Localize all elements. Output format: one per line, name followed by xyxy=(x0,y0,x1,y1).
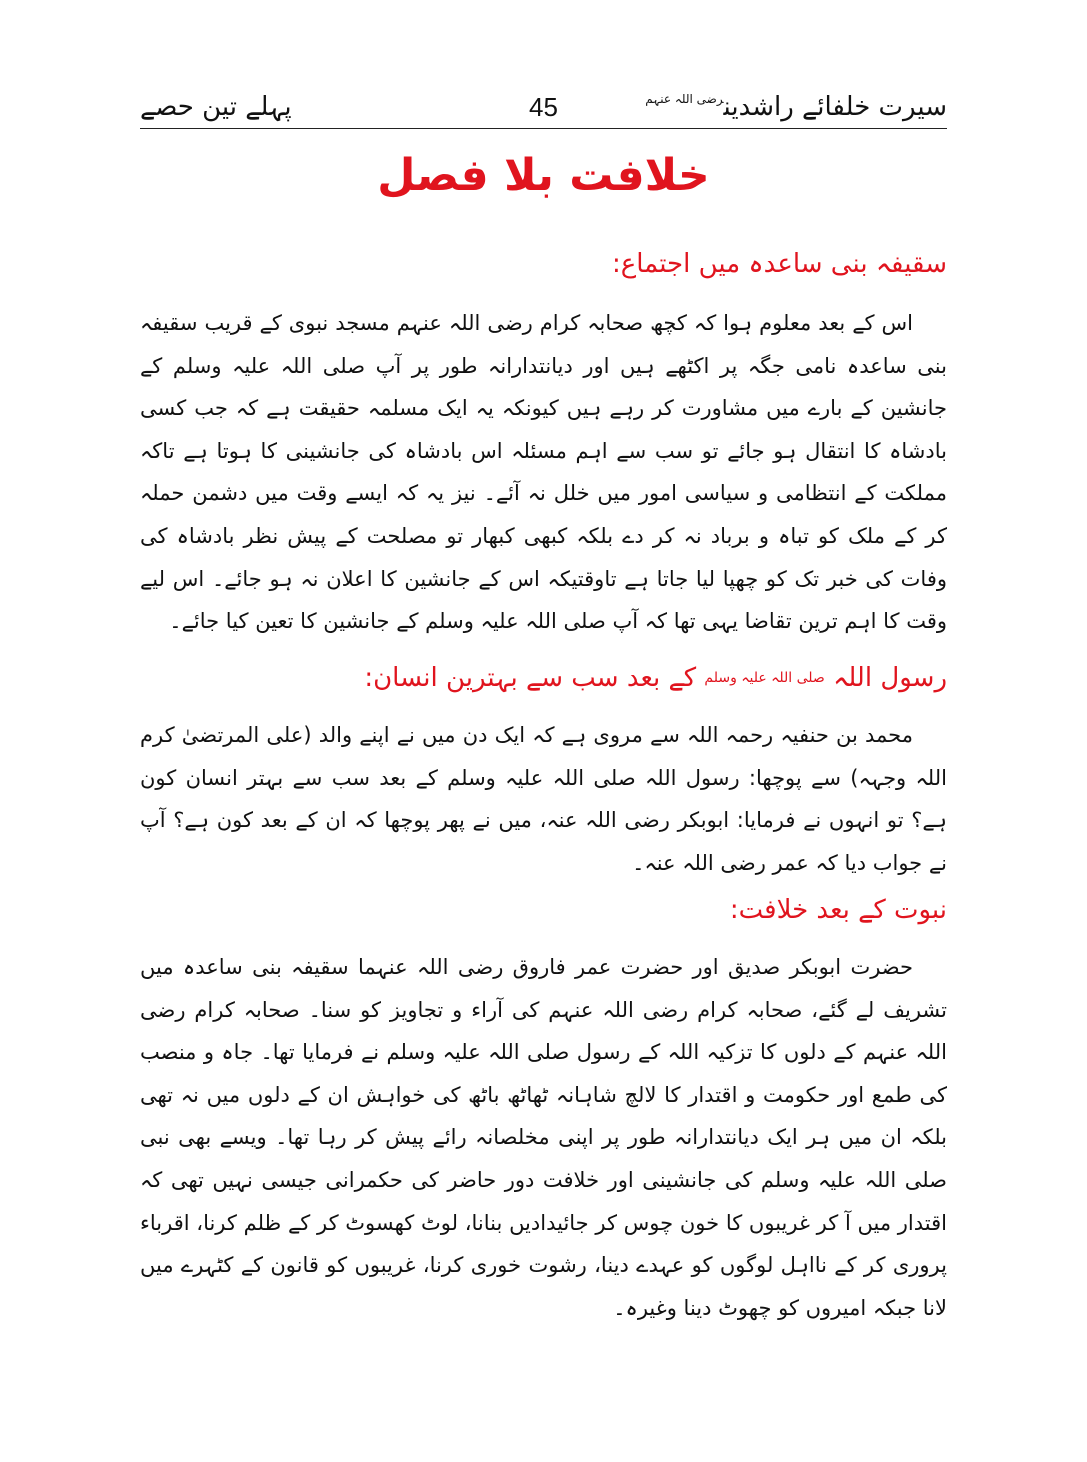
section-heading: نبوت کے بعد خلافت: xyxy=(729,895,947,925)
book-title: سیرت خلفائے راشدین$^{رضی اللہ عنہم}$ xyxy=(645,92,947,122)
page-number: 45 xyxy=(529,92,558,122)
paragraph: محمد بن حنفیہ رحمہ اللہ سے مروی ہے کہ ایک دن میں نے اپنے والد (علی المرتضیٰ کرم اللہ وجہہ) سے پوچھا: رسول اللہ صلی اللہ علیہ وسلم کے بعد سب سے بہتر انسان کون ہے؟ تو انہوں نے فرمایا: ابوبکر رضی اللہ عنہ، میں نے پھر پوچھا کہ ان کے بعد کون ہے؟ آپ نے جواب دیا کہ عمر رضی اللہ عنہ۔ xyxy=(140,723,947,875)
section-best-person xyxy=(140,658,947,698)
salutation-mark: صلی اللہ علیہ وسلم xyxy=(704,670,825,686)
section-khilafat xyxy=(140,890,947,930)
paragraph: حضرت ابوبکر صدیق اور حضرت عمر فاروق رضی اللہ عنہما سقیفہ بنی ساعدہ میں تشریف لے گئے، صحابہ کرام رضی اللہ عنہم کی آراء و تجاویز کو سنا۔ صحابہ کرام رضی اللہ عنہم کے دلوں کا تزکیہ اللہ کے رسول صلی اللہ علیہ وسلم نے فرمایا تھا۔ جاہ و منصب کی طمع اور حکومت و اقتدار کا لالچ شاہانہ ٹھاٹھ باٹھ کی خواہش ان کے دلوں میں نہ تھی بلکہ ان میں ہر ایک دیانتدارانہ طور پر اپنی مخلصانہ رائے پیش کر رہا تھا۔ ویسے بھی نبی صلی اللہ علیہ وسلم کی جانشینی اور خلافت دور حاضر کی حکمرانی جیسی نہیں تھی کہ اقتدار میں آ کر غریبوں کا خون چوس کر جائیدادیں بنانا، لوٹ کھسوٹ کر کے ظلم کرنا، اقرباء پروری کر کے نااہل لوگوں کو عہدے دینا، رشوت خوری کرنا، غریبوں کو قانون کے کٹہرے میں لانا جبکہ امیروں کو چھوٹ دینا وغیرہ۔ xyxy=(140,955,947,1320)
section-saqifa-body xyxy=(140,302,947,643)
section-best-person-body xyxy=(140,714,947,884)
section-saqifa xyxy=(140,244,947,284)
running-header xyxy=(140,88,947,129)
section-heading: سقیفہ بنی ساعدہ میں اجتماع: xyxy=(611,249,947,279)
section-khilafat-body xyxy=(140,946,947,1329)
paragraph: اس کے بعد معلوم ہوا کہ کچھ صحابہ کرام رضی اللہ عنہم مسجد نبوی کے قریب سقیفہ بنی ساعدہ نامی جگہ پر اکٹھے ہیں اور دیانتدارانہ طور پر آپ صلی اللہ علیہ وسلم کے جانشین کے بارے میں مشاورت کر رہے ہیں کیونکہ یہ ایک مسلمہ حقیقت ہے کہ جب کسی بادشاہ کا انتقال ہو جائے تو سب سے اہم مسئلہ اس بادشاہ کی جانشینی کا ہوتا ہے تاکہ مملکت کے انتظامی و سیاسی امور میں خلل نہ آئے۔ نیز یہ کہ ایسے وقت میں دشمن حملہ کر کے ملک کو تباہ و برباد نہ کر دے بلکہ کبھی کبھار تو مصلحت کے پیش نظر بادشاہ کی وفات کی خبر تک کو چھپا لیا جاتا ہے تاوقتیکہ اس کے جانشین کا اعلان نہ ہو جائے۔ اس لیے وقت کا اہم ترین تقاضا یہی تھا کہ آپ صلی اللہ علیہ وسلم کے جانشین کا تعین کیا جائے۔ xyxy=(140,311,947,634)
honorific-mark: رضی اللہ عنہم xyxy=(645,92,724,106)
chapter-title: خلافت بلا فصل xyxy=(377,150,710,201)
part-label: پہلے تین حصے xyxy=(140,92,292,122)
section-heading: رسول اللہ $^{صلی اللہ علیہ وسلم}$ کے بعد سب سے بہترین انسان: xyxy=(364,663,947,693)
